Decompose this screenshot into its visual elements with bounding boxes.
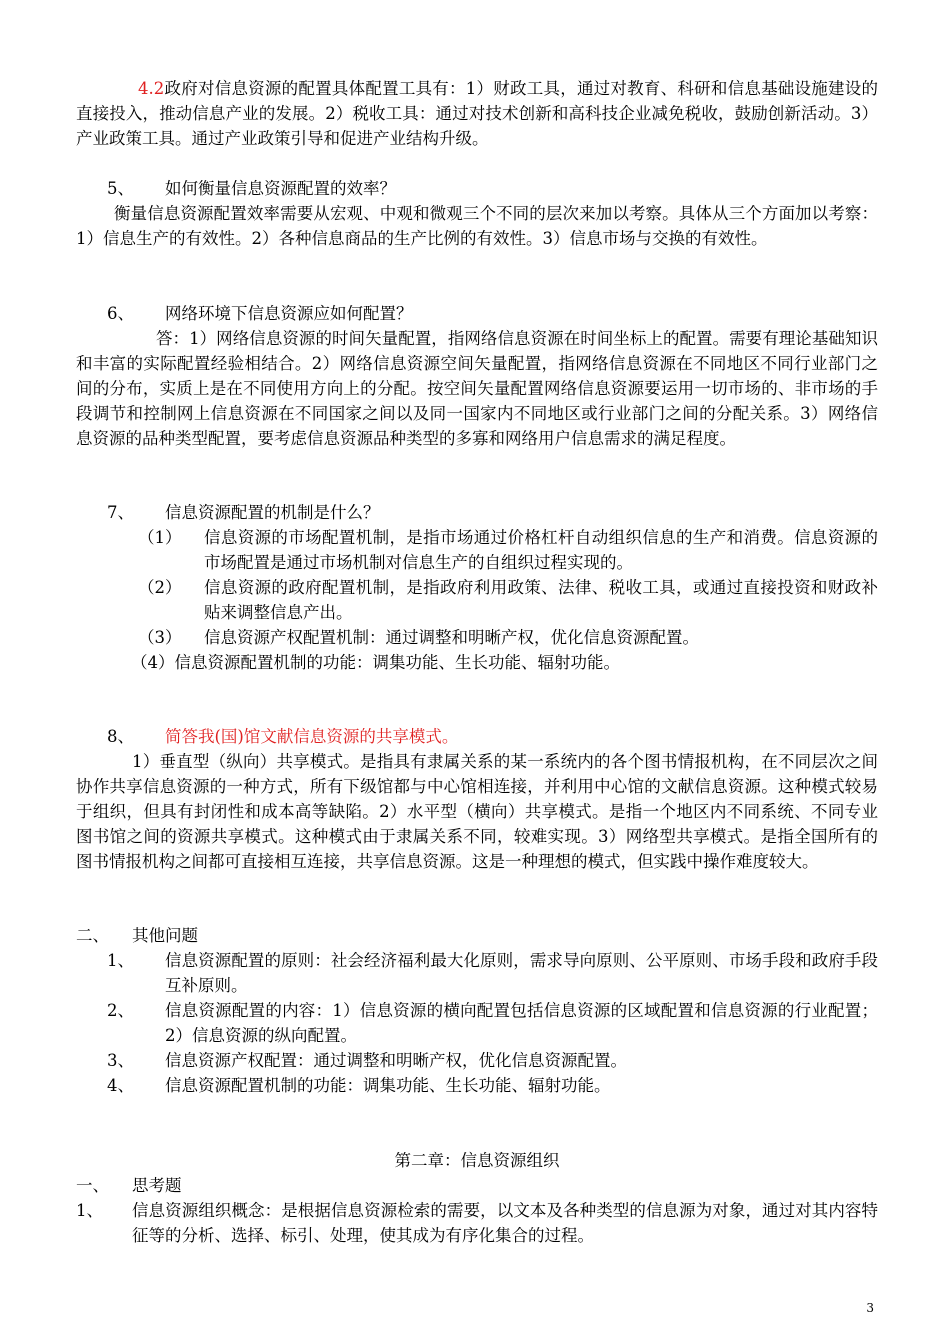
part-number: 二、 [76,926,109,945]
question-8-answer [76,749,878,874]
question-number: 6、 [107,304,134,323]
part-2-heading [76,923,878,948]
section-4-2 [76,76,878,151]
item-number: （3） [138,628,182,647]
question-number: 5、 [107,179,134,198]
item-text: 信息资源组织概念：是根据信息资源检索的需要，以文本及各种类型的信息源为对象，通过对其内容特征等的分析、选择、标引、处理，使其成为有序化集合的过程。 [132,1201,878,1245]
question-6-answer [76,326,878,451]
item-text: （4）信息资源配置机制的功能：调集功能、生长功能、辐射功能。 [131,653,620,672]
section-number: 4.2 [138,79,165,98]
item-text: 信息资源配置机制的功能：调集功能、生长功能、辐射功能。 [165,1076,611,1095]
question-number: 7、 [107,503,134,522]
page-number: 3 [866,1301,874,1315]
other-item-4 [107,1073,878,1098]
other-item-1 [107,948,878,998]
item-number: （2） [138,578,182,597]
item-text: 信息资源的市场配置机制，是指市场通过价格杠杆自动组织信息的生产和消费。信息资源的市场配置是通过市场机制对信息生产的自组织过程实现的。 [204,528,878,572]
item-number: 1、 [107,951,134,970]
question-title: 信息资源配置的机制是什么？ [165,503,380,522]
item-number: 1、 [76,1201,103,1220]
section-4-2-paragraph [76,76,878,151]
part-title: 思考题 [132,1176,182,1195]
question-title: 如何衡量信息资源配置的效率？ [165,179,396,198]
mechanism-item-4 [131,650,878,675]
mechanism-item-3 [138,625,878,650]
question-number: 8、 [107,727,134,746]
item-number: 4、 [107,1076,134,1095]
question-6-heading [107,301,878,326]
chapter-title: 第二章：信息资源组织 [394,1151,560,1170]
chapter-part-1-heading [76,1173,878,1198]
item-number: 2、 [107,1001,134,1020]
item-text: 信息资源配置的内容：1）信息资源的横向配置包括信息资源的区域配置和信息资源的行业配置；2）信息资源的纵向配置。 [165,1001,878,1045]
item-text: 信息资源配置的原则：社会经济福利最大化原则，需求导向原则、公平原则、市场手段和政府手段互补原则。 [165,951,878,995]
question-5-heading [107,176,878,201]
section-text: 政府对信息资源的配置具体配置工具有：1）财政工具，通过对教育、科研和信息基础设施建设的直接投入，推动信息产业的发展。2）税收工具：通过对技术创新和高科技企业减免税收，鼓励创新活动。3）产业政策工具。通过产业政策引导和促进产业结构升级。 [76,79,878,148]
question-title: 简答我(国)馆文献信息资源的共享模式。 [165,727,459,746]
item-text: 信息资源产权配置机制：通过调整和明晰产权，优化信息资源配置。 [204,628,699,647]
item-number: 3、 [107,1051,134,1070]
other-item-2 [107,998,878,1048]
question-title: 网络环境下信息资源应如何配置？ [165,304,413,323]
other-item-3 [107,1048,878,1073]
answer-text: 答：1）网络信息资源的时间矢量配置，指网络信息资源在时间坐标上的配置。需要有理论基础知识和丰富的实际配置经验相结合。2）网络信息资源空间矢量配置，指网络信息资源在不同地区不同行业部门之间的分布，实质上是在不同使用方向上的分配。按空间矢量配置网络信息资源要运用一切市场的、非市场的手段调节和控制网上信息资源在不同国家之间以及同一国家内不同地区或行业部门之间的分配关系。3）网络信息资源的品种类型配置，要考虑信息资源品种类型的多寡和网络用户信息需求的满足程度。 [76,329,878,448]
question-8-heading [107,724,878,749]
part-number: 一、 [76,1176,109,1195]
item-text: 信息资源产权配置：通过调整和明晰产权，优化信息资源配置。 [165,1051,627,1070]
item-number: （1） [138,528,182,547]
mechanism-item-1 [138,525,878,575]
chapter-item-1 [76,1198,878,1248]
question-7-heading [107,500,878,525]
part-title: 其他问题 [132,926,198,945]
answer-text: 1）垂直型（纵向）共享模式。是指具有隶属关系的某一系统内的各个图书情报机构，在不同层次之间协作共享信息资源的一种方式，所有下级馆都与中心馆相连接，并利用中心馆的文献信息资源。这种模式较易于组织，但具有封闭性和成本高等缺陷。2）水平型（横向）共享模式。是指一个地区内不同系统、不同专业图书馆之间的资源共享模式。这种模式由于隶属关系不同，较难实现。3）网络型共享模式。是指全国所有的图书情报机构之间都可直接相互连接，共享信息资源。这是一种理想的模式，但实践中操作难度较大。 [76,752,878,871]
question-5-answer [76,201,878,251]
mechanism-item-2 [138,575,878,625]
item-text: 信息资源的政府配置机制，是指政府利用政策、法律、税收工具，或通过直接投资和财政补贴来调整信息产出。 [204,578,878,622]
answer-text: 衡量信息资源配置效率需要从宏观、中观和微观三个不同的层次来加以考察。具体从三个方面加以考察：1）信息生产的有效性。2）各种信息商品的生产比例的有效性。3）信息市场与交换的有效性。 [76,204,878,248]
